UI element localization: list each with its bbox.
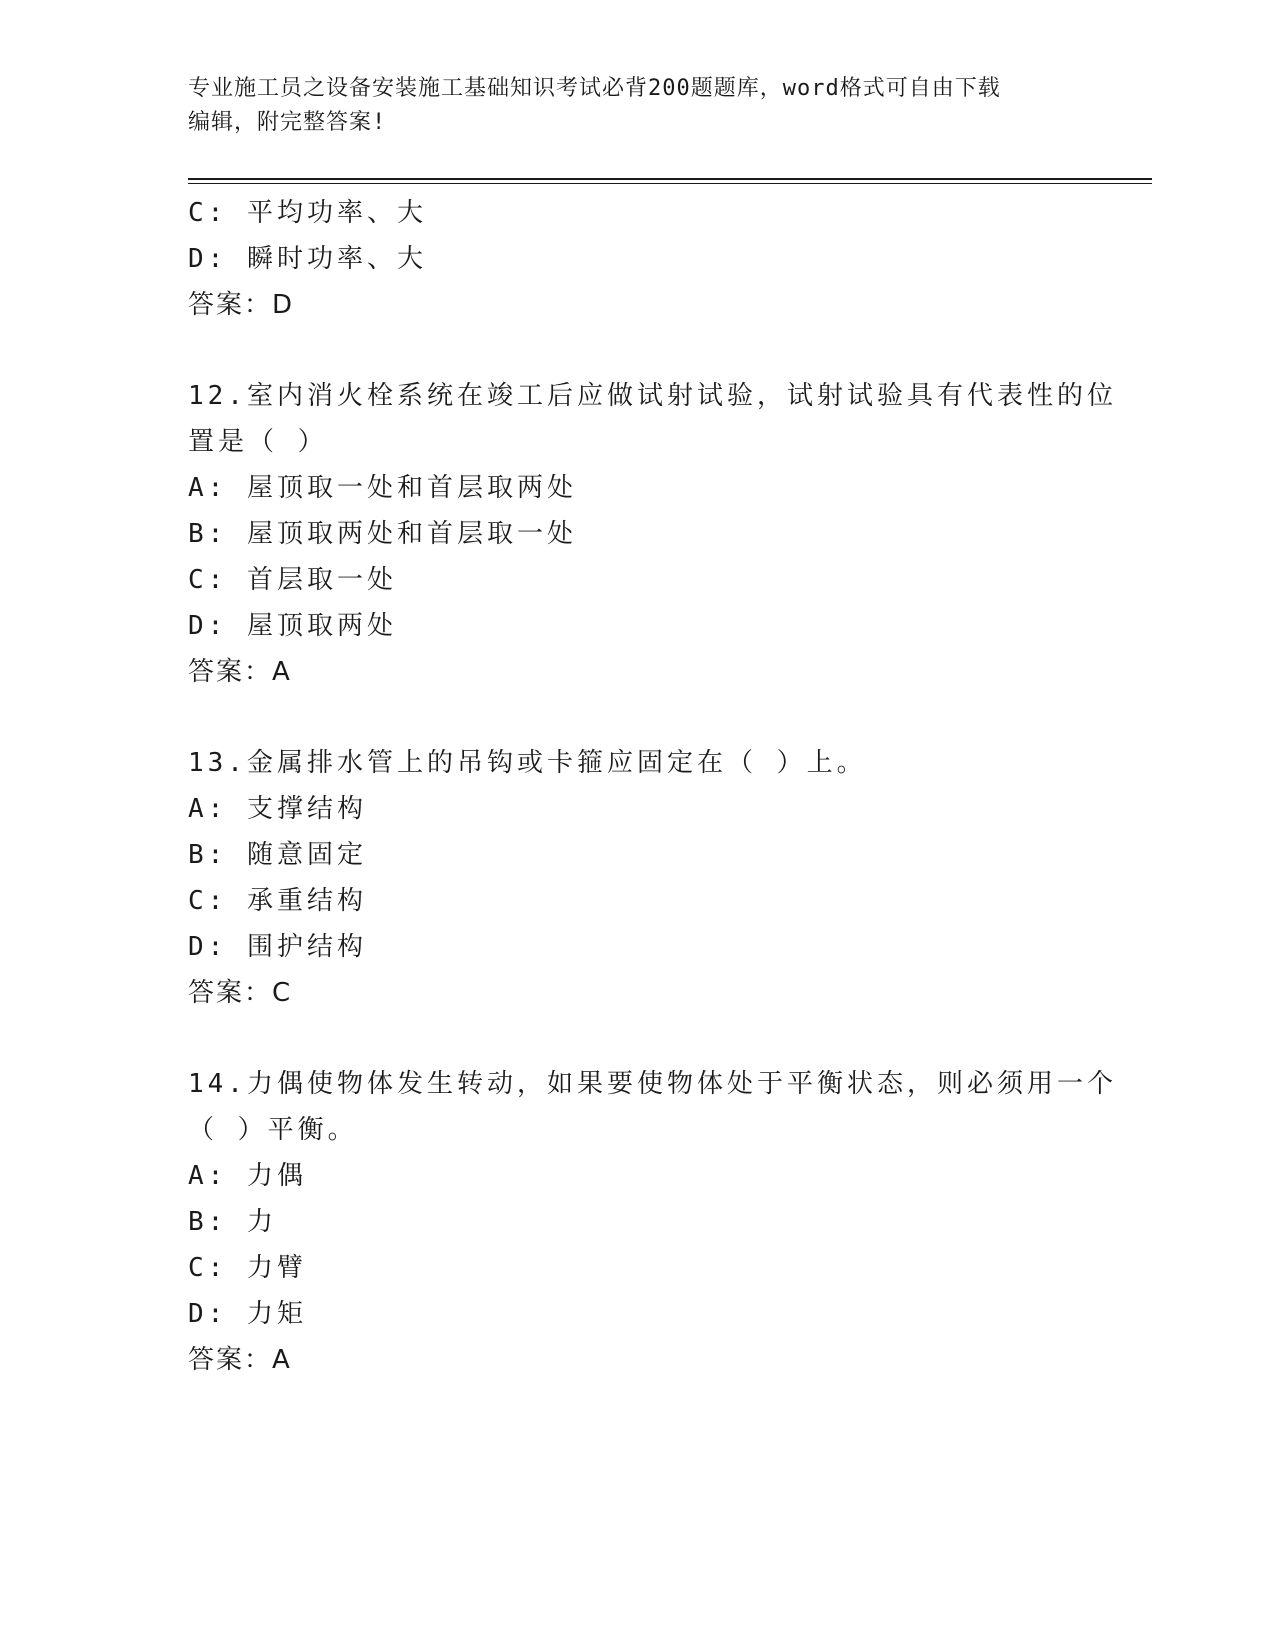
option-c: C: 首层取一处 bbox=[188, 565, 397, 595]
question-11-tail bbox=[188, 190, 1088, 328]
option-c: C: 平均功率、大 bbox=[188, 198, 427, 228]
question-stem bbox=[188, 373, 1117, 465]
question-stem-line-2: （ ）平衡。 bbox=[188, 1115, 358, 1145]
option-c: C: 力臂 bbox=[188, 1253, 307, 1283]
answer-line: 答案：C bbox=[188, 978, 293, 1008]
option-b: B: 屋顶取两处和首层取一处 bbox=[188, 519, 577, 549]
header-title-line-2: 编辑，附完整答案! bbox=[188, 110, 387, 135]
option-b: B: 随意固定 bbox=[188, 840, 367, 870]
answer-line: 答案：D bbox=[188, 290, 295, 320]
question-stem bbox=[188, 1061, 1117, 1153]
answer-line: 答案：A bbox=[188, 657, 292, 687]
question-13 bbox=[188, 740, 1088, 1016]
header-divider-thick bbox=[188, 178, 1152, 180]
option-d: D: 屋顶取两处 bbox=[188, 611, 397, 641]
option-c: C: 承重结构 bbox=[188, 886, 367, 916]
option-a: A: 支撑结构 bbox=[188, 794, 367, 824]
question-stem-line-2: 置是（ ） bbox=[188, 427, 328, 457]
question-stem-line-1: 12.室内消火栓系统在竣工后应做试射试验，试射试验具有代表性的位 bbox=[188, 381, 1117, 411]
question-list bbox=[188, 190, 1117, 1383]
header-title-line-1: 专业施工员之设备安装施工基础知识考试必背200题题库，word格式可自由下载 bbox=[188, 76, 1001, 101]
question-stem-line-1: 14.力偶使物体发生转动，如果要使物体处于平衡状态，则必须用一个 bbox=[188, 1069, 1117, 1099]
question-14 bbox=[188, 1061, 1117, 1383]
option-d: D: 瞬时功率、大 bbox=[188, 244, 427, 274]
option-a: A: 力偶 bbox=[188, 1161, 307, 1191]
option-a: A: 屋顶取一处和首层取两处 bbox=[188, 473, 577, 503]
answer-line: 答案：A bbox=[188, 1345, 292, 1375]
header-divider-thin bbox=[188, 183, 1152, 184]
question-stem bbox=[188, 740, 1088, 786]
document-header bbox=[188, 72, 1068, 140]
option-d: D: 围护结构 bbox=[188, 932, 367, 962]
option-d: D: 力矩 bbox=[188, 1299, 307, 1329]
question-stem-line-1: 13.金属排水管上的吊钩或卡箍应固定在（ ）上。 bbox=[188, 748, 867, 778]
question-12 bbox=[188, 373, 1117, 695]
option-b: B: 力 bbox=[188, 1207, 277, 1237]
